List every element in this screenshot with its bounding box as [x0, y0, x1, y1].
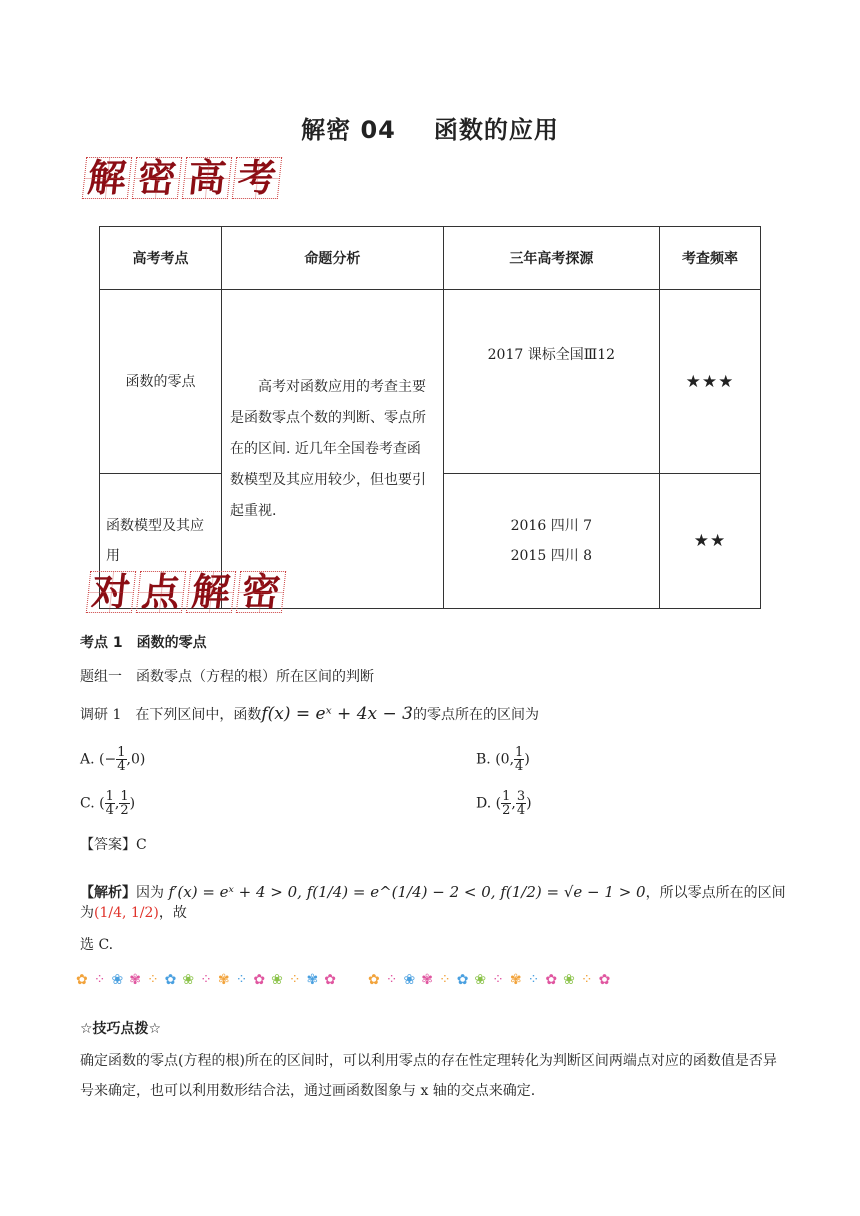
option-paren: ): [524, 751, 530, 768]
table-row: [100, 290, 761, 474]
source-line: 2016 四川 7: [510, 518, 593, 534]
source-cell: [443, 290, 659, 474]
stamp-char: 密: [132, 157, 182, 199]
analysis: [80, 882, 790, 922]
option-a: [80, 746, 145, 773]
analysis-text: ，故: [158, 905, 187, 921]
fraction-den: 4: [105, 803, 114, 818]
topic-cell: 函数模型及其应用: [100, 474, 222, 609]
option-paren: ): [129, 795, 136, 812]
decorative-butterfly-border: ✿ ⁘ ❀ ✾ ⁘ ✿ ❀ ⁘ ✾ ⁘ ✿ ❀ ⁘ ✾ ✿ ✿ ⁘ ❀ ✾ ⁘ ✿ ❀ ⁘ ✾ ⁘ ✿ ❀ ⁘ ✿: [76, 972, 611, 988]
fraction: [119, 790, 129, 817]
option-paren: (: [495, 795, 502, 812]
source-cell: [443, 474, 659, 609]
option-paren: ,0): [126, 751, 146, 768]
analysis-end: 选 C.: [80, 937, 114, 953]
title-sub: 函数的应用: [433, 116, 559, 144]
option-d: D. ( $\frac{1}{2}$ , $\frac{3}{4}$ ): [476, 789, 532, 818]
analysis-label: 【解析】: [80, 885, 136, 901]
analysis-formula: f′(x) = eˣ + 4 > 0, f(1/4) = e^(1/4) − 2 < 0, f(1/2) = √e − 1 > 0: [168, 883, 646, 901]
source-line: 2017 课标全国Ⅲ12: [487, 347, 616, 363]
stamp-char: 考: [232, 157, 282, 199]
tip-title: ☆技巧点拨☆: [80, 1021, 162, 1037]
kaodian-heading: 考点 1 函数的零点: [80, 635, 207, 651]
stars-cell: ★★: [660, 474, 761, 609]
title-main: 解密 04: [301, 116, 396, 144]
analysis-text: ，所以零点所在的区间为: [80, 885, 786, 921]
fraction-den: 2: [502, 803, 511, 818]
fraction-num: 1: [105, 789, 114, 804]
header-cell: 三年高考探源: [443, 227, 659, 290]
table-header-row: [100, 227, 761, 290]
analysis-text: 因为: [136, 885, 164, 901]
fraction: [501, 790, 511, 817]
option-paren: ): [526, 795, 532, 812]
answer: [80, 834, 147, 854]
stamp-char: 对: [86, 571, 136, 613]
stamp-char: 点: [136, 571, 186, 613]
fraction-num: 1: [117, 745, 126, 760]
option-label: C.: [80, 795, 95, 812]
fraction: [516, 790, 526, 817]
question-formula: f(x) = eˣ + 4x − 3: [261, 704, 413, 724]
analysis-cell: 高考对函数应用的考查主要是函数零点个数的判断、零点所在的区间. 近几年全国卷考查函数模型及其应用较少，但也要引起重视.: [222, 290, 444, 609]
fraction: [116, 746, 126, 773]
question-suffix: 的零点所在的区间为: [412, 707, 539, 723]
fraction: [105, 790, 115, 817]
tizu-heading: 题组一 函数零点（方程的根）所在区间的判断: [80, 669, 374, 685]
fraction-num: 1: [515, 745, 524, 760]
fraction-num: 3: [516, 789, 526, 804]
tip-body: 确定函数的零点(方程的根)所在的区间时，可以利用零点的存在性定理转化为判断区间两端点对应的函数值是否异号来确定，也可以利用数形结合法，通过画函数图象与 x 轴的交点来确定.: [80, 1053, 777, 1099]
answer-value: C: [136, 837, 147, 853]
fraction-den: 4: [117, 759, 126, 774]
exam-analysis-table: [99, 226, 761, 609]
answer-label: 【答案】: [80, 837, 136, 853]
question: [80, 704, 539, 724]
topic-cell: 函数的零点: [100, 290, 222, 474]
stamp-char: 密: [236, 571, 286, 613]
header-cell: 命题分析: [222, 227, 444, 290]
stars-cell: ★★★: [660, 290, 761, 474]
fraction: [514, 746, 524, 773]
analysis-interval: (1/4, 1/2): [94, 905, 159, 921]
stamp-char: 高: [182, 157, 232, 199]
option-paren: (−: [99, 751, 117, 768]
fraction-num: 1: [120, 789, 129, 804]
header-cell: 考查频率: [660, 227, 761, 290]
fraction-den: 4: [515, 759, 524, 774]
header-cell: 高考考点: [100, 227, 222, 290]
fraction-den: 2: [120, 803, 129, 818]
option-paren: (: [99, 795, 105, 812]
question-prefix: 调研 1 在下列区间中，函数: [80, 707, 262, 723]
fraction-num: 1: [502, 789, 511, 804]
stamp-duidian-jiemi: [88, 571, 284, 613]
option-label: D.: [476, 795, 492, 812]
page-title: [0, 110, 860, 145]
option-c: C. ( $\frac{1}{4}$ , $\frac{1}{2}$ ): [80, 789, 136, 818]
stamp-char: 解: [82, 157, 132, 199]
option-paren: (0,: [495, 751, 515, 768]
fraction-den: 4: [516, 803, 526, 818]
stamp-jiemi-gaokao: [84, 157, 280, 199]
source-line: 2015 四川 8: [510, 548, 593, 564]
option-b: [476, 746, 530, 773]
option-label: B.: [476, 751, 491, 768]
stamp-char: 解: [186, 571, 236, 613]
option-label: A.: [80, 751, 95, 768]
